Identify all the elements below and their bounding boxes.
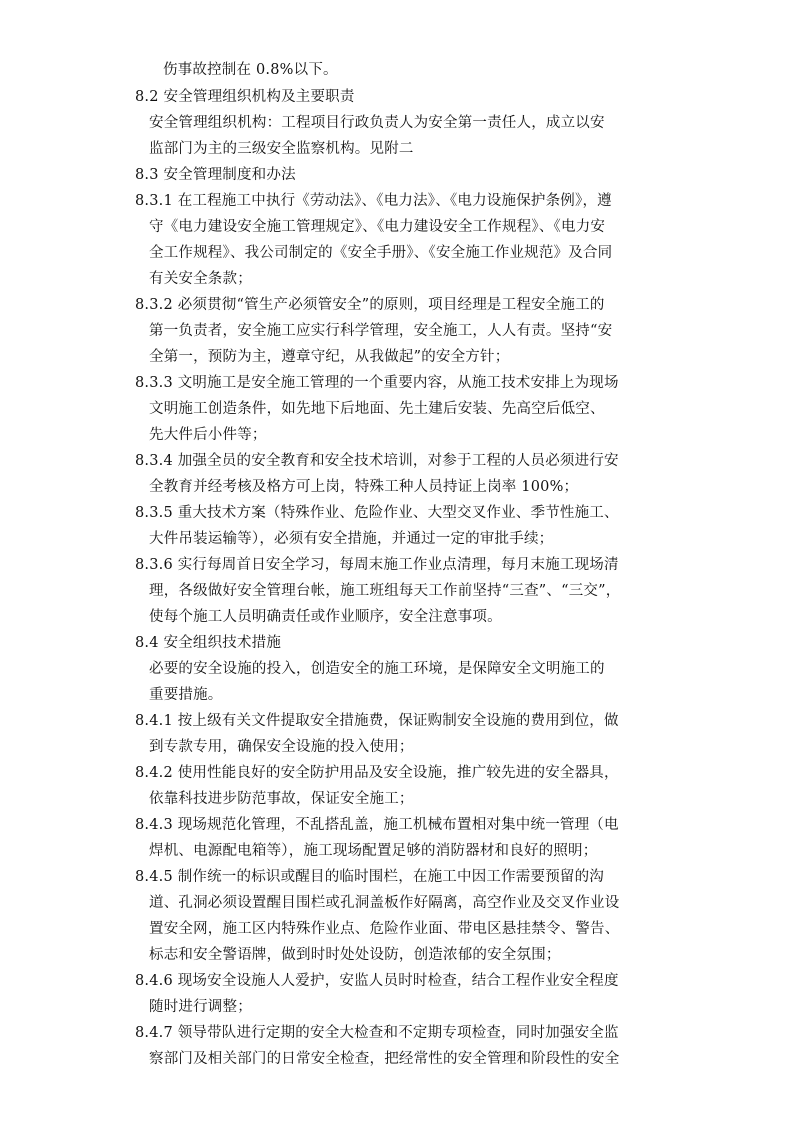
text-line: 8.3.4 加强全员的安全教育和安全技术培训，对参于工程的人员必须进行安: [135, 453, 619, 469]
text-line: 重要措施。: [149, 687, 223, 703]
text-line: 置安全网，施工区内特殊作业点、危险作业面、带电区悬挂禁令、警告、: [149, 921, 620, 937]
text-line: 道、孔洞必须设置醒目围栏或孔洞盖板作好隔离，高空作业及交叉作业设: [149, 895, 620, 911]
text-line: 8.3.6 实行每周首日安全学习，每周末施工作业点清理，每月末施工现场清: [135, 557, 619, 573]
section-heading: 8.3 安全管理制度和办法: [135, 167, 296, 183]
text-line: 到专款专用，确保安全设施的投入使用；: [149, 739, 414, 755]
text-line: 大件吊装运输等），必须有安全措施，并通过一定的审批手续；: [149, 531, 554, 547]
text-line: 伤事故控制在 0.8%以下。: [163, 62, 338, 78]
text-line: 必要的安全设施的投入，创造安全的施工环境，是保障安全文明施工的: [149, 661, 605, 677]
text-line: 8.4.7 领导带队进行定期的安全大检查和不定期专项检查，同时加强安全监: [135, 1025, 619, 1041]
section-heading: 8.4 安全组织技术措施: [135, 635, 282, 651]
text-line: 文明施工创造条件，如先地下后地面、先土建后安装、先高空后低空、: [149, 401, 605, 417]
text-line: 8.3.5 重大技术方案（特殊作业、危险作业、大型交叉作业、季节性施工、: [135, 505, 619, 521]
text-line: 8.4.6 现场安全设施人人爱护，安监人员时时检查，结合工程作业安全程度: [135, 973, 619, 989]
text-line: 焊机、电源配电箱等），施工现场配置足够的消防器材和良好的照明；: [149, 843, 598, 859]
text-line: 第一负责者，安全施工应实行科学管理，安全施工，人人有责。坚持“安: [149, 323, 613, 339]
text-line: 8.3.1 在工程施工中执行《劳动法》、《电力法》、《电力设施保护条例》，遵: [135, 193, 612, 209]
text-line: 监部门为主的三级安全监察机构。见附二: [149, 141, 414, 157]
text-line: 全工作规程》、我公司制定的《安全手册》、《安全施工作业规范》及合同: [149, 245, 613, 261]
text-line: 标志和安全警语牌，做到时时处处设防，创造浓郁的安全氛围；: [149, 947, 561, 963]
text-line: 8.3.3 文明施工是安全施工管理的一个重要内容，从施工技术安排上为现场: [135, 375, 619, 391]
text-line: 依靠科技进步防范事故，保证安全施工；: [149, 791, 414, 807]
text-line: 8.4.3 现场规范化管理，不乱搭乱盖，施工机械布置相对集中统一管理（电: [135, 817, 619, 833]
text-line: 8.4.1 按上级有关文件提取安全措施费，保证购制安全设施的费用到位，做: [135, 713, 619, 729]
section-heading: 8.2 安全管理组织机构及主要职责: [135, 89, 355, 105]
text-line: 察部门及相关部门的日常安全检查，把经常性的安全管理和阶段性的安全: [149, 1051, 620, 1067]
text-line: 先大件后小件等；: [149, 427, 267, 443]
text-line: 8.4.5 制作统一的标识或醒目的临时围栏，在施工中因工作需要预留的沟: [135, 869, 605, 885]
text-line: 理，各级做好安全管理台帐，施工班组每天工作前坚持“三查”、“三交”，: [149, 583, 621, 599]
text-line: 使每个施工人员明确责任或作业顺序，安全注意事项。: [149, 609, 502, 625]
text-line: 全第一，预防为主，遵章守纪，从我做起”的安全方针；: [149, 349, 510, 365]
text-line: 8.4.2 使用性能良好的安全防护用品及安全设施，推广较先进的安全器具，: [135, 765, 619, 781]
text-line: 随时进行调整；: [149, 999, 252, 1015]
text-line: 全教育并经考核及格方可上岗，特殊工种人员持证上岗率 100%；: [149, 479, 579, 495]
text-line: 8.3.2 必须贯彻“管生产必须管安全”的原则，项目经理是工程安全施工的: [135, 297, 605, 313]
text-line: 有关安全条款；: [149, 271, 252, 287]
text-line: 守《电力建设安全施工管理规定》、《电力建设安全工作规程》、《电力安: [149, 219, 606, 235]
text-line: 安全管理组织机构：工程项目行政负责人为安全第一责任人，成立以安: [149, 115, 605, 131]
